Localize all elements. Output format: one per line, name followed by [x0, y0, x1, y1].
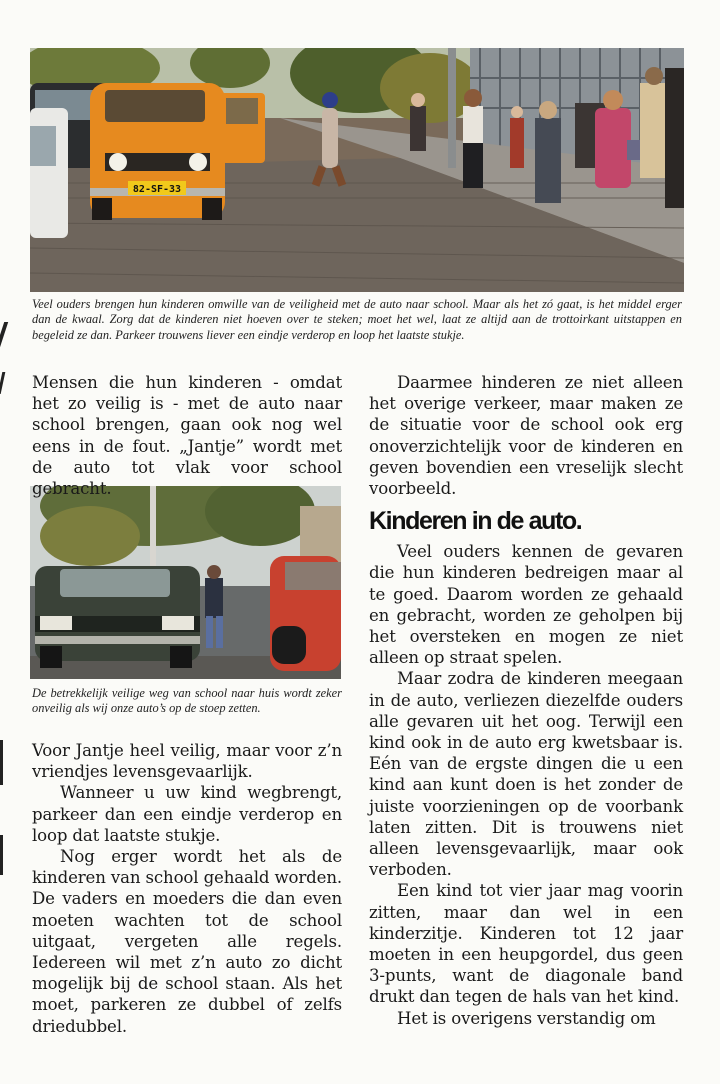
top-photo: [30, 48, 684, 292]
body-paragraph: Voor Jantje heel veilig, maar voor z’n vriendjes levensgevaarlijk.: [32, 741, 342, 782]
edge-mark: [0, 740, 3, 785]
top-photo-caption: Veel ouders brengen hun kinderen omwille van de veiligheid met de auto naar school. Maar als het zó gaat, is het middel erger dan de kwaal. Zorg dat de kinderen niet hoeven over te steken; moet het wel, laat ze altijd aan de trottoirkant uitstappen en begeleid ze dan. Parkeer trouwens liever een eindje verderop en loop het laatste stukje.: [32, 297, 682, 342]
body-paragraph: Veel ouders kennen de gevaren die hun kinderen bedreigen maar al te goed. Daarom worden ze gehaald en gebracht, worden ze geholpen bij het oversteken en mogen ze niet alleen op straat spelen.: [369, 542, 683, 668]
edge-mark: [0, 322, 8, 348]
left-column-bottom: [32, 740, 342, 1037]
left-column-top: [32, 372, 342, 499]
body-paragraph: Daarmee hinderen ze niet alleen het overige verkeer, maar maken ze de situatie voor de school ook erg onoverzichtelijk voor de kinderen en geven bovendien een vreselijk slecht voorbeeld.: [369, 373, 683, 499]
body-paragraph: Mensen die hun kinderen - omdat het zo veilig is - met de auto naar school brengen, gaan ook nog wel eens in de fout. „Jantje” wordt met de auto tot vlak voor school gebracht.: [32, 373, 342, 499]
middle-photo: [30, 486, 341, 679]
right-column: [369, 372, 683, 1029]
body-paragraph: Het is overigens verstandig om: [397, 1008, 656, 1028]
edge-mark: [0, 835, 3, 875]
middle-photo-caption: De betrekkelijk veilige weg van school naar huis wordt zeker onveilig als wij onze auto’s op de stoep zetten.: [32, 686, 342, 716]
license-plate: 82-SF-33: [132, 184, 182, 195]
body-paragraph: Wanneer u uw kind wegbrengt, parkeer dan een eindje verderop en loop dat laatste stukje.: [32, 783, 342, 845]
body-paragraph: Nog erger wordt het als de kinderen van school gehaald worden. De vaders en moeders die dan even moeten wachten tot de school uitgaat, vergeten alle regels. Iedereen wil met z’n auto zo dicht mogelijk bij de school staan. Als het moet, parkeren ze dubbel of zelfs driedubbel.: [32, 847, 342, 1036]
body-paragraph: Maar zodra de kinderen meegaan in de auto, verliezen diezelfde ouders alle gevaren uit het oog. Terwijl een kind ook in de auto erg kwetsbaar is. Eén van de ergste dingen die u een kind aan kunt doen is het zonder de juiste voorzieningen op de voorbank laten zitten. Dit is trouwens niet alleen levensgevaarlijk, maar ook verboden.: [369, 669, 683, 880]
body-paragraph: Een kind tot vier jaar mag voorin zitten, maar dan wel in een kinderzitje. Kinderen tot 12 jaar moeten in een heupgordel, dus geen 3-punts, want de diagonale band drukt dan tegen de hals van het kind.: [369, 881, 683, 1007]
edge-mark: [0, 372, 5, 394]
section-heading: Kinderen in de auto.: [369, 507, 582, 536]
